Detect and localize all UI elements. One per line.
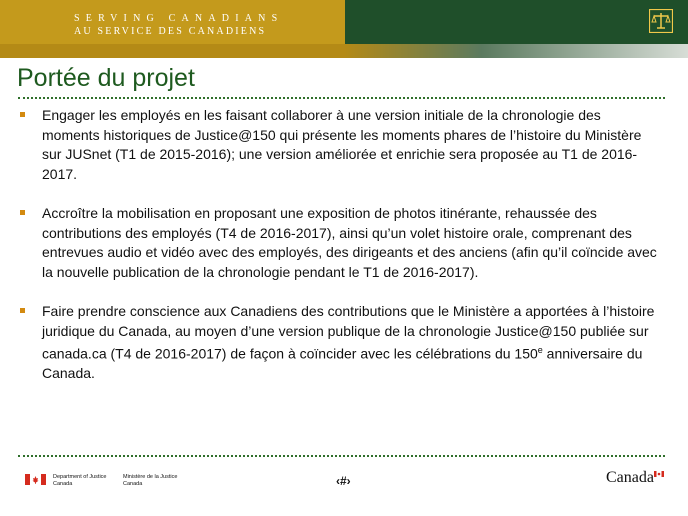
page-number: ‹#› bbox=[336, 474, 351, 488]
canada-flag-icon bbox=[25, 474, 46, 485]
bullet-text-start: Faire prendre conscience aux Canadiens des contributions que le Ministère a apportées à l’histoire juridique du Canada, au moyen d’une version publique de la chronologie Justice@150 publiée sur canada.ca (T4 de 2016-2017) de façon à coïncider avec les célébrations du 150 bbox=[42, 303, 655, 362]
header-banner bbox=[0, 0, 688, 48]
dept-en-line2: Canada bbox=[53, 480, 73, 487]
ordinal-superscript: e bbox=[537, 345, 543, 355]
canada-wordmark: Canada bbox=[606, 469, 654, 486]
dept-en-line1: Department of Justice bbox=[53, 474, 107, 480]
slide-title: Portée du projet bbox=[17, 64, 195, 92]
dept-fr-line2: Canada bbox=[123, 480, 143, 487]
bullet-marker bbox=[20, 210, 25, 215]
bullet-item bbox=[20, 204, 660, 282]
bullet-item bbox=[20, 106, 660, 184]
department-name-french bbox=[123, 474, 177, 487]
bullet-text: Accroître la mobilisation en proposant une exposition de photos itinérante, rehaussée des contributions des employés (T4 de 2016-2017), ainsi qu’un volet histoire orale, comprenant des entrevues audio et vidéo avec des employés, des dirigeants et des anciens (afin qu’il coïncide avec la nouvelle publication de la chronologie pendant le T1 de 2016-2017). bbox=[42, 205, 657, 280]
tagline-french: AU SERVICE DES CANADIENS bbox=[74, 26, 267, 37]
bullet-list bbox=[20, 106, 660, 404]
dept-fr-line1: Ministère de la Justice bbox=[123, 474, 178, 480]
department-name-english bbox=[53, 474, 107, 487]
bullet-item bbox=[20, 302, 660, 384]
bullet-marker bbox=[20, 112, 25, 117]
footer-divider bbox=[18, 455, 665, 457]
banner-gradient-strip bbox=[0, 44, 688, 58]
banner-green-block bbox=[345, 0, 688, 44]
tagline-english: SERVING CANADIANS bbox=[74, 13, 284, 24]
wordmark-flag-icon bbox=[654, 471, 664, 477]
bullet-text-end: anniversaire du Canada. bbox=[42, 345, 643, 382]
bullet-marker bbox=[20, 308, 25, 313]
bullet-text: Engager les employés en les faisant collaborer à une version initiale de la chronologie des moments historiques de Justice@150 qui présente les moments phares de l’histoire du Ministère sur JUSnet (T1 de 2015-2016); une version améliorée et enrichie sera proposée au T1 de 2016-2017. bbox=[42, 107, 642, 182]
scales-of-justice-icon bbox=[649, 9, 673, 33]
title-divider bbox=[18, 97, 665, 99]
